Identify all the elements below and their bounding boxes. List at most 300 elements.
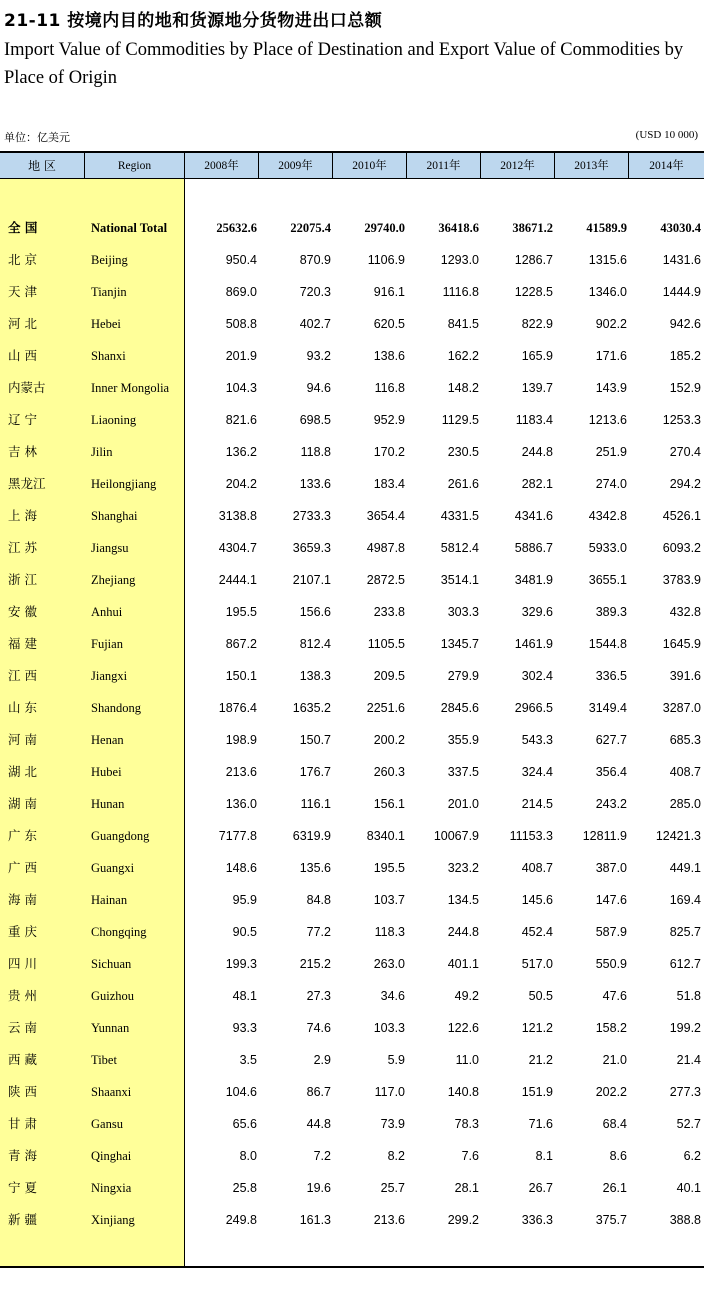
- table-row: [0, 500, 704, 532]
- value-cell: 40.1: [676, 1181, 701, 1195]
- value-cell: 103.7: [373, 893, 405, 907]
- value-cell: 401.1: [447, 957, 479, 971]
- table-row: [0, 276, 704, 308]
- value-cell: 121.2: [521, 1021, 553, 1035]
- value-cell: 199.3: [225, 957, 257, 971]
- table-row: [0, 436, 704, 468]
- value-cell: 299.2: [447, 1213, 479, 1227]
- table-row: [0, 1172, 704, 1204]
- value-cell: 214.5: [521, 797, 553, 811]
- value-cell: 202.2: [595, 1085, 627, 1099]
- table-header: [0, 151, 704, 179]
- value-cell: 249.8: [225, 1213, 257, 1227]
- region-name-en: Xinjiang: [91, 1213, 135, 1227]
- value-cell: 942.6: [669, 317, 701, 331]
- value-cell: 116.8: [374, 381, 405, 395]
- value-cell: 1876.4: [218, 701, 257, 715]
- value-cell: 1461.9: [514, 637, 553, 651]
- region-name-cn: 北 京: [8, 252, 37, 267]
- value-cell: 243.2: [595, 797, 627, 811]
- region-name-en: Shanxi: [91, 349, 126, 363]
- value-cell: 5.9: [387, 1053, 405, 1067]
- value-cell: 86.7: [306, 1085, 331, 1099]
- value-cell: 209.5: [373, 669, 405, 683]
- value-cell: 44.8: [306, 1117, 331, 1131]
- region-name-cn: 江 苏: [8, 540, 37, 555]
- value-cell: 118.3: [374, 925, 405, 939]
- region-name-en: Shandong: [91, 701, 141, 715]
- table-row: [0, 660, 704, 692]
- value-cell: 171.6: [595, 349, 627, 363]
- region-name-en: Hunan: [91, 797, 125, 811]
- region-name-en: Sichuan: [91, 957, 132, 971]
- value-cell: 543.3: [521, 733, 553, 747]
- value-cell: 282.1: [521, 477, 553, 491]
- value-cell: 169.4: [669, 893, 701, 907]
- value-cell: 587.9: [595, 925, 627, 939]
- value-cell: 336.3: [521, 1213, 553, 1227]
- value-cell: 7.2: [313, 1149, 331, 1163]
- value-cell: 3481.9: [514, 573, 553, 587]
- region-name-en: Tibet: [91, 1053, 117, 1067]
- region-name-cn: 甘 肃: [8, 1116, 37, 1131]
- region-name-en: Inner Mongolia: [91, 381, 170, 395]
- region-name-cn: 广 东: [8, 828, 37, 843]
- region-name-en: Fujian: [91, 637, 123, 651]
- value-cell: 94.6: [306, 381, 331, 395]
- value-cell: 8.1: [535, 1149, 553, 1163]
- value-cell: 263.0: [373, 957, 405, 971]
- table-row: [0, 564, 704, 596]
- region-name-cn: 黑龙江: [8, 476, 46, 491]
- table-row: [0, 1044, 704, 1076]
- value-cell: 200.2: [373, 733, 405, 747]
- value-cell: 720.3: [299, 285, 331, 299]
- value-cell: 5933.0: [588, 541, 627, 555]
- value-cell: 201.0: [447, 797, 479, 811]
- value-cell: 870.9: [299, 253, 331, 267]
- unit-label-chinese: 单位：亿美元: [4, 131, 70, 144]
- value-cell: 118.8: [300, 445, 331, 459]
- region-name-cn: 湖 南: [8, 796, 37, 811]
- value-cell: 3138.8: [218, 509, 257, 523]
- region-name-en: Henan: [91, 733, 124, 747]
- value-cell: 336.5: [595, 669, 627, 683]
- value-cell: 550.9: [595, 957, 627, 971]
- title-chinese: 21-11 按境内目的地和货源地分货物进出口总额: [4, 11, 383, 31]
- value-cell: 21.2: [528, 1053, 553, 1067]
- value-cell: 183.4: [373, 477, 405, 491]
- value-cell: 408.7: [521, 861, 553, 875]
- value-cell: 77.2: [306, 925, 331, 939]
- value-cell: 324.4: [521, 765, 553, 779]
- value-cell: 140.8: [447, 1085, 479, 1099]
- region-name-en: Guangxi: [91, 861, 135, 875]
- region-name-cn: 贵 州: [8, 988, 37, 1003]
- value-cell: 10067.9: [433, 829, 479, 843]
- table-row: [0, 788, 704, 820]
- region-name-cn: 辽 宁: [8, 412, 37, 427]
- region-name-en: Guangdong: [91, 829, 150, 843]
- table-row: [0, 628, 704, 660]
- region-name-cn: 福 建: [8, 636, 37, 651]
- region-name-cn: 云 南: [8, 1020, 37, 1035]
- value-cell: 78.3: [454, 1117, 479, 1131]
- value-cell: 2107.1: [292, 573, 331, 587]
- value-cell: 867.2: [225, 637, 257, 651]
- value-cell: 3.5: [239, 1053, 257, 1067]
- header-region-cn: 地 区: [0, 153, 85, 179]
- value-cell: 270.4: [669, 445, 701, 459]
- value-cell: 916.1: [373, 285, 405, 299]
- value-cell: 12421.3: [655, 829, 701, 843]
- region-name-cn: 安 徽: [8, 604, 37, 619]
- value-cell: 1315.6: [588, 253, 627, 267]
- header-year-2009: 2009年: [259, 153, 333, 179]
- value-cell: 103.3: [373, 1021, 405, 1035]
- value-cell: 199.2: [669, 1021, 701, 1035]
- value-cell: 1228.5: [514, 285, 553, 299]
- value-cell: 2872.5: [366, 573, 405, 587]
- region-name-cn: 浙 江: [8, 572, 37, 587]
- region-name-cn: 内蒙古: [8, 380, 46, 395]
- value-cell: 821.6: [225, 413, 257, 427]
- value-cell: 8.2: [387, 1149, 405, 1163]
- value-cell: 204.2: [225, 477, 257, 491]
- value-cell: 7177.8: [218, 829, 257, 843]
- table-row: [0, 1076, 704, 1108]
- value-cell: 1431.6: [662, 253, 701, 267]
- value-cell: 3654.4: [366, 509, 405, 523]
- table-row: [0, 372, 704, 404]
- value-cell: 1286.7: [514, 253, 553, 267]
- table-row: [0, 884, 704, 916]
- value-cell: 43030.4: [660, 221, 701, 235]
- value-cell: 12811.9: [582, 829, 627, 843]
- value-cell: 841.5: [447, 317, 479, 331]
- value-cell: 408.7: [669, 765, 701, 779]
- region-name-en: Tianjin: [91, 285, 127, 299]
- value-cell: 1105.5: [367, 637, 405, 651]
- value-cell: 93.3: [232, 1021, 257, 1035]
- value-cell: 869.0: [225, 285, 257, 299]
- value-cell: 51.8: [676, 989, 701, 1003]
- value-cell: 65.6: [232, 1117, 257, 1131]
- title-english: Import Value of Commodities by Place of Destination and Export Value of Commodities by Place of Origin: [4, 40, 684, 88]
- table-row: [0, 1204, 704, 1236]
- value-cell: 4304.7: [218, 541, 257, 555]
- value-cell: 251.9: [595, 445, 627, 459]
- region-name-en: Qinghai: [91, 1149, 132, 1163]
- value-cell: 185.2: [669, 349, 701, 363]
- value-cell: 825.7: [669, 925, 701, 939]
- value-cell: 2733.3: [292, 509, 331, 523]
- value-cell: 391.6: [669, 669, 701, 683]
- value-cell: 48.1: [232, 989, 257, 1003]
- region-name-en: Shaanxi: [91, 1085, 132, 1099]
- value-cell: 93.2: [306, 349, 331, 363]
- value-cell: 303.3: [447, 605, 479, 619]
- region-name-en: Beijing: [91, 253, 128, 267]
- value-cell: 952.9: [373, 413, 405, 427]
- value-cell: 27.3: [306, 989, 331, 1003]
- value-cell: 136.2: [225, 445, 257, 459]
- region-name-cn: 吉 林: [8, 444, 37, 459]
- region-name-en: Gansu: [91, 1117, 123, 1131]
- value-cell: 150.1: [225, 669, 257, 683]
- table-row: [0, 596, 704, 628]
- value-cell: 3149.4: [588, 701, 627, 715]
- value-cell: 201.9: [225, 349, 257, 363]
- value-cell: 138.6: [373, 349, 405, 363]
- value-cell: 150.7: [299, 733, 331, 747]
- value-cell: 1183.4: [515, 413, 553, 427]
- value-cell: 170.2: [373, 445, 405, 459]
- value-cell: 356.4: [595, 765, 627, 779]
- region-name-cn: 广 西: [8, 860, 37, 875]
- region-name-cn: 宁 夏: [8, 1180, 37, 1195]
- header-region-en: Region: [85, 153, 185, 179]
- value-cell: 11.0: [455, 1053, 479, 1067]
- value-cell: 25.7: [380, 1181, 405, 1195]
- value-cell: 1116.8: [442, 285, 479, 299]
- table-row: [0, 532, 704, 564]
- value-cell: 139.7: [521, 381, 553, 395]
- value-cell: 2966.5: [514, 701, 553, 715]
- value-cell: 302.4: [521, 669, 553, 683]
- table-row: [0, 980, 704, 1012]
- value-cell: 21.0: [602, 1053, 627, 1067]
- value-cell: 195.5: [373, 861, 405, 875]
- value-cell: 277.3: [669, 1085, 701, 1099]
- region-name-cn: 青 海: [8, 1148, 37, 1163]
- region-name-en: Ningxia: [91, 1181, 132, 1195]
- value-cell: 1106.9: [367, 253, 405, 267]
- value-cell: 161.3: [299, 1213, 331, 1227]
- header-year-2013: 2013年: [555, 153, 629, 179]
- value-cell: 28.1: [454, 1181, 479, 1195]
- value-cell: 8.6: [609, 1149, 627, 1163]
- region-name-cn: 重 庆: [8, 924, 37, 939]
- value-cell: 3655.1: [588, 573, 627, 587]
- value-cell: 402.7: [299, 317, 331, 331]
- value-cell: 198.9: [225, 733, 257, 747]
- table-row: [0, 308, 704, 340]
- value-cell: 145.6: [521, 893, 553, 907]
- value-cell: 1444.9: [662, 285, 701, 299]
- region-name-cn: 上 海: [8, 508, 37, 523]
- region-name-cn: 湖 北: [8, 764, 37, 779]
- value-cell: 195.5: [225, 605, 257, 619]
- value-cell: 34.6: [380, 989, 405, 1003]
- value-cell: 158.2: [595, 1021, 627, 1035]
- value-cell: 261.6: [447, 477, 479, 491]
- table-row: [0, 404, 704, 436]
- region-name-en: Liaoning: [91, 413, 137, 427]
- value-cell: 29740.0: [364, 221, 405, 235]
- region-name-en: Chongqing: [91, 925, 147, 939]
- table-row: [0, 756, 704, 788]
- table-row: [0, 948, 704, 980]
- header-year-2012: 2012年: [481, 153, 555, 179]
- value-cell: 4341.6: [514, 509, 553, 523]
- table-row: [0, 692, 704, 724]
- table-row: [0, 468, 704, 500]
- region-name-cn: 四 川: [8, 956, 37, 971]
- region-name-cn: 海 南: [8, 892, 37, 907]
- value-cell: 329.6: [521, 605, 553, 619]
- table-row: [0, 852, 704, 884]
- value-cell: 279.9: [447, 669, 479, 683]
- value-cell: 508.8: [225, 317, 257, 331]
- value-cell: 143.9: [595, 381, 627, 395]
- table-bottom-rule: [0, 1266, 704, 1268]
- region-name-cn: 河 南: [8, 732, 37, 747]
- region-name-cn: 江 西: [8, 668, 37, 683]
- region-name-en: Zhejiang: [91, 573, 136, 587]
- value-cell: 5812.4: [440, 541, 479, 555]
- value-cell: 375.7: [595, 1213, 627, 1227]
- value-cell: 1213.6: [588, 413, 627, 427]
- value-cell: 25632.6: [216, 221, 257, 235]
- value-cell: 4331.5: [440, 509, 479, 523]
- value-cell: 244.8: [521, 445, 553, 459]
- region-name-cn: 河 北: [8, 316, 37, 331]
- value-cell: 2.9: [313, 1053, 331, 1067]
- table-row: [0, 244, 704, 276]
- region-name-en: Jiangxi: [91, 669, 128, 683]
- value-cell: 3514.1: [440, 573, 479, 587]
- value-cell: 950.4: [225, 253, 257, 267]
- value-cell: 1544.8: [588, 637, 627, 651]
- header-year-2014: 2014年: [649, 160, 684, 172]
- value-cell: 1253.3: [662, 413, 701, 427]
- header-year-2010: 2010年: [333, 153, 407, 179]
- value-cell: 822.9: [521, 317, 553, 331]
- value-cell: 294.2: [669, 477, 701, 491]
- header-year-2011: 2011年: [407, 153, 481, 179]
- region-name-en: Anhui: [91, 605, 123, 619]
- value-cell: 612.7: [669, 957, 701, 971]
- value-cell: 148.2: [447, 381, 479, 395]
- region-name-en: Hainan: [91, 893, 128, 907]
- value-cell: 19.6: [306, 1181, 331, 1195]
- value-cell: 620.5: [373, 317, 405, 331]
- value-cell: 389.3: [595, 605, 627, 619]
- region-name-cn: 山 西: [8, 348, 37, 363]
- value-cell: 95.9: [232, 893, 257, 907]
- region-name-cn: 陕 西: [8, 1084, 37, 1099]
- value-cell: 117.0: [374, 1085, 405, 1099]
- value-cell: 2444.1: [218, 573, 257, 587]
- value-cell: 2845.6: [440, 701, 479, 715]
- value-cell: 151.9: [521, 1085, 553, 1099]
- value-cell: 6319.9: [292, 829, 331, 843]
- value-cell: 260.3: [373, 765, 405, 779]
- value-cell: 8340.1: [366, 829, 405, 843]
- value-cell: 6.2: [683, 1149, 701, 1163]
- value-cell: 685.3: [669, 733, 701, 747]
- value-cell: 3287.0: [662, 701, 701, 715]
- region-name-cn: 新 疆: [8, 1212, 37, 1227]
- table-row: [0, 1108, 704, 1140]
- value-cell: 148.6: [225, 861, 257, 875]
- value-cell: 432.8: [669, 605, 701, 619]
- value-cell: 3783.9: [662, 573, 701, 587]
- region-name-en: Jilin: [91, 445, 113, 459]
- value-cell: 104.3: [225, 381, 257, 395]
- value-cell: 90.5: [232, 925, 257, 939]
- table-row: [0, 916, 704, 948]
- header-year-2008: 2008年: [185, 153, 259, 179]
- table-row: [0, 1012, 704, 1044]
- value-cell: 136.0: [225, 797, 257, 811]
- value-cell: 1129.5: [441, 413, 479, 427]
- region-name-cn: 天 津: [8, 284, 37, 299]
- value-cell: 1645.9: [662, 637, 701, 651]
- value-cell: 452.4: [521, 925, 553, 939]
- value-cell: 449.1: [669, 861, 701, 875]
- value-cell: 122.6: [447, 1021, 479, 1035]
- value-cell: 49.2: [454, 989, 479, 1003]
- value-cell: 73.9: [380, 1117, 405, 1131]
- value-cell: 7.6: [461, 1149, 479, 1163]
- value-cell: 8.0: [239, 1149, 257, 1163]
- value-cell: 4526.1: [662, 509, 701, 523]
- value-cell: 4987.8: [366, 541, 405, 555]
- region-name-cn: 全 国: [8, 220, 38, 235]
- value-cell: 22075.4: [290, 221, 331, 235]
- region-name-en: Hebei: [91, 317, 121, 331]
- value-cell: 116.1: [300, 797, 331, 811]
- value-cell: 147.6: [595, 893, 627, 907]
- value-cell: 162.2: [447, 349, 479, 363]
- table-row: [0, 1140, 704, 1172]
- region-name-en: Guizhou: [91, 989, 135, 1003]
- unit-label-english: (USD 10 000): [635, 129, 698, 141]
- value-cell: 1293.0: [440, 253, 479, 267]
- value-cell: 902.2: [595, 317, 627, 331]
- value-cell: 138.3: [299, 669, 331, 683]
- value-cell: 355.9: [447, 733, 479, 747]
- value-cell: 26.1: [602, 1181, 627, 1195]
- region-name-cn: 西 藏: [8, 1052, 37, 1067]
- value-cell: 152.9: [669, 381, 701, 395]
- value-cell: 25.8: [232, 1181, 257, 1195]
- value-cell: 21.4: [676, 1053, 701, 1067]
- value-cell: 74.6: [306, 1021, 331, 1035]
- value-cell: 233.8: [373, 605, 405, 619]
- region-name-en: Shanghai: [91, 509, 138, 523]
- value-cell: 26.7: [528, 1181, 553, 1195]
- value-cell: 71.6: [528, 1117, 553, 1131]
- value-cell: 134.5: [447, 893, 479, 907]
- value-cell: 165.9: [521, 349, 553, 363]
- table-row: [0, 724, 704, 756]
- value-cell: 337.5: [447, 765, 479, 779]
- value-cell: 47.6: [602, 989, 627, 1003]
- value-cell: 36418.6: [438, 221, 479, 235]
- value-cell: 52.7: [676, 1117, 701, 1131]
- value-cell: 68.4: [602, 1117, 627, 1131]
- value-cell: 84.8: [306, 893, 331, 907]
- value-cell: 5886.7: [514, 541, 553, 555]
- value-cell: 285.0: [669, 797, 701, 811]
- value-cell: 517.0: [521, 957, 553, 971]
- value-cell: 213.6: [225, 765, 257, 779]
- value-cell: 3659.3: [292, 541, 331, 555]
- table-row: [0, 820, 704, 852]
